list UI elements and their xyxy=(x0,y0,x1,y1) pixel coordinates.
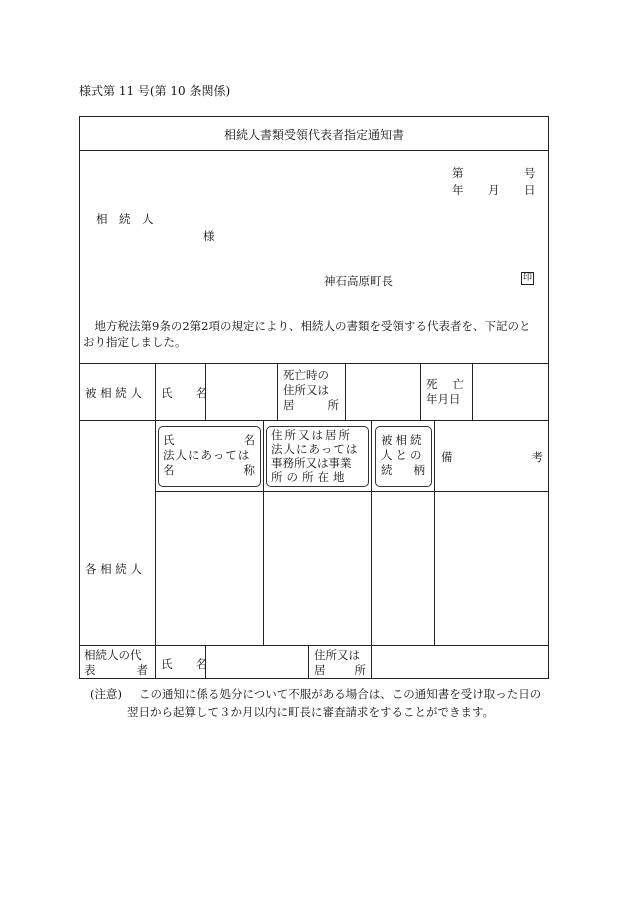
deceased-address-label: 死亡時の 住所又は 居 所 xyxy=(283,368,339,412)
divider-heirs xyxy=(79,645,549,646)
divider-heirs-header xyxy=(155,491,549,492)
death-date-label: 死 亡 年月日 xyxy=(426,377,464,406)
representative-label: 相続人の代 表 者 xyxy=(84,648,148,677)
vline xyxy=(420,363,421,420)
name-column-header: 氏 名 法人にあっては 名 称 xyxy=(163,433,255,477)
vline xyxy=(371,420,372,645)
vline xyxy=(472,363,473,420)
vline xyxy=(371,645,372,679)
vline xyxy=(308,645,309,679)
vline xyxy=(155,363,156,420)
notice-line2: 翌日から起算して３か月以内に町長に審査請求をすることができます。 xyxy=(127,705,495,719)
remarks-column-header: 備 考 xyxy=(441,450,543,464)
heirs-label: 各 相 続 人 xyxy=(85,562,142,576)
issuer-name: 神石高原町長 xyxy=(324,274,393,288)
date-month: 月 xyxy=(488,183,500,197)
divider-body xyxy=(79,363,549,364)
representative-name-label: 氏 名 xyxy=(161,657,207,671)
vline xyxy=(434,420,435,645)
vline xyxy=(155,420,156,645)
date-year: 年 xyxy=(452,183,464,197)
address-column-header: 住所又は居所 法人にあっては 事務所又は事業 所の所在地 xyxy=(271,428,359,484)
number-go: 号 xyxy=(524,166,536,180)
body-text-line2: おり指定しました。 xyxy=(83,335,187,349)
form-number: 様式第 11 号(第 10 条関係) xyxy=(79,84,231,98)
body-text-line1: 地方税法第9条の2第2項の規定により、相続人の書類を受領する代表者を、下記のと xyxy=(83,319,531,333)
notice-prefix: (注意) xyxy=(90,687,122,701)
deceased-name-label: 氏 名 xyxy=(161,386,207,400)
divider-deceased xyxy=(79,420,549,421)
number-dai: 第 xyxy=(452,166,464,180)
divider-title xyxy=(79,150,549,151)
representative-address-label: 住所又は 居 所 xyxy=(314,648,366,677)
notice-line1: この通知に係る処分について不服がある場合は、この通知書を受け取った日の xyxy=(139,687,542,701)
addressee-honorific: 様 xyxy=(203,229,215,243)
date-day: 日 xyxy=(524,183,536,197)
vline xyxy=(345,363,346,420)
deceased-label: 被 相 続 人 xyxy=(85,386,142,400)
vline xyxy=(263,420,264,645)
form-title: 相続人書類受領代表者指定通知書 xyxy=(223,128,404,142)
vline xyxy=(155,645,156,679)
relation-column-header: 被相続 人との 続 柄 xyxy=(381,433,425,477)
vline xyxy=(277,363,278,420)
seal-mark: 印 xyxy=(522,273,532,283)
addressee-label: 相 続 人 xyxy=(96,212,154,226)
